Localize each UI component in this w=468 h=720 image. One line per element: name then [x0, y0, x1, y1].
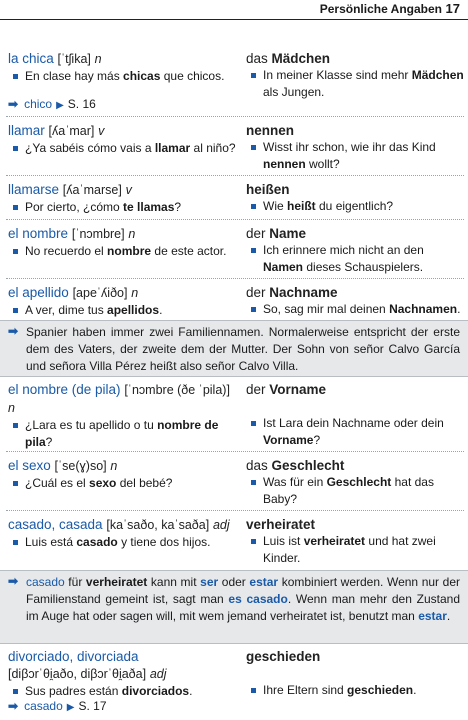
example-es: ¿Cuál es el sexo del bebé? [8, 475, 240, 492]
entry-translation: der Vorname [246, 382, 327, 397]
entry-translation: das Geschlecht [246, 458, 345, 473]
example-es: Sus padres están divorciados. [8, 683, 240, 700]
entry-headword: el nombre (de pila) [ˈnɔmbre (ðe ˈpila)] n [8, 382, 230, 415]
separator [6, 219, 464, 220]
entry-translation: geschieden [246, 649, 321, 664]
square-bullet-icon [251, 539, 256, 544]
entry-headword: llamar [ʎaˈmar] v [8, 123, 105, 138]
square-bullet-icon [251, 421, 256, 426]
example-de: Wisst ihr schon, wie ihr das Kind nennen wollt? [246, 139, 466, 173]
example-de: In meiner Klasse sind mehr Mädchen als Jungen. [246, 67, 466, 101]
entry-translation: nennen [246, 123, 295, 138]
example-es: No recuerdo el nombre de este actor. [8, 243, 240, 260]
entry-headword: llamarse [ʎaˈmarse] v [8, 182, 132, 197]
entry-translation: heißen [246, 182, 290, 197]
separator [6, 175, 464, 176]
entry-headword: el nombre [ˈnɔmbre] n [8, 226, 136, 241]
page-header [0, 0, 468, 22]
example-de: Luis ist verheiratet und hat zwei Kinder. [246, 533, 466, 567]
entry-translation: verheiratet [246, 517, 316, 532]
arrow-right-icon: ➡ [8, 574, 19, 588]
square-bullet-icon [251, 145, 256, 150]
separator [6, 510, 464, 511]
separator [6, 116, 464, 117]
arrow-right-icon: ➡ [8, 97, 19, 111]
square-bullet-icon [13, 423, 18, 428]
square-bullet-icon [13, 689, 18, 694]
header-rule [0, 19, 468, 20]
cross-reference[interactable]: ➡ casado ▶ S. 17 [8, 699, 107, 713]
square-bullet-icon [13, 540, 18, 545]
square-bullet-icon [13, 205, 18, 210]
cross-reference[interactable]: ➡ chico ▶ S. 16 [8, 97, 96, 111]
example-es: Por cierto, ¿cómo te llamas? [8, 199, 240, 216]
example-de: Wie heißt du eigentlich? [246, 198, 466, 215]
triangle-right-icon: ▶ [66, 702, 75, 713]
example-es: A ver, dime tus apellidos. [8, 302, 240, 319]
example-es: En clase hay más chicas que chicos. [8, 68, 240, 85]
note-text: casado für verheiratet kann mit ser oder estar kombiniert werden. Wenn nur der Familienstand gemeint ist, sagt man es casado. Wenn man mehr den Zustand im Auge hat oder sagen will, mit wem jemand verheiratet ist, benutzt man estar. [26, 575, 460, 623]
square-bullet-icon [13, 249, 18, 254]
triangle-right-icon: ▶ [56, 100, 64, 111]
info-note [0, 570, 468, 644]
entry-headword: divorciado, divorciada [diβɔrˈθi̯aðo, diβɔrˈθi̯aða] adj [8, 649, 167, 681]
entry-headword: el apellido [apeˈʎiðo] n [8, 285, 139, 300]
page-number: 17 [445, 1, 460, 16]
entry-translation: der Nachname [246, 285, 338, 300]
example-de: Ihre Eltern sind geschieden. [246, 682, 466, 699]
square-bullet-icon [251, 204, 256, 209]
example-de: So, sag mir mal deinen Nachnamen. [246, 301, 466, 318]
square-bullet-icon [251, 248, 256, 253]
square-bullet-icon [251, 307, 256, 312]
arrow-right-icon: ➡ [8, 699, 19, 713]
entry-translation: der Name [246, 226, 307, 241]
example-es: Luis está casado y tiene dos hijos. [8, 534, 240, 551]
square-bullet-icon [13, 146, 18, 151]
entry-headword: casado, casada [kaˈsaðo, kaˈsaða] adj [8, 517, 230, 532]
square-bullet-icon [13, 481, 18, 486]
separator [6, 278, 464, 279]
entry-headword: el sexo [ˈse(ɣ)so] n [8, 458, 118, 473]
square-bullet-icon [13, 74, 18, 79]
square-bullet-icon [251, 480, 256, 485]
example-es: ¿Ya sabéis cómo vais a llamar al niño? [8, 140, 240, 157]
square-bullet-icon [251, 73, 256, 78]
example-es: ¿Lara es tu apellido o tu nombre de pila? [8, 417, 240, 451]
info-note [0, 320, 468, 377]
section-title: Persönliche Angaben [319, 2, 442, 16]
note-text: Spanier haben immer zwei Familiennamen. Normalerweise entspricht der erste dem des Vaters, der zweite dem der Mutter. Der Sohn von señor Calvo García und señora Villa Pérez heißt also señor Calvo Villa. [26, 325, 460, 373]
entry-translation: das Mädchen [246, 51, 331, 66]
entry-headword: la chica [ˈtʃika] n [8, 51, 102, 66]
example-de: Ist Lara dein Nachname oder dein Vorname? [246, 415, 466, 449]
square-bullet-icon [13, 308, 18, 313]
example-de: Ich erinnere mich nicht an den Namen dieses Schauspielers. [246, 242, 466, 276]
arrow-right-icon: ➡ [8, 324, 19, 338]
separator [6, 451, 464, 452]
square-bullet-icon [251, 688, 256, 693]
example-de: Was für ein Geschlecht hat das Baby? [246, 474, 466, 508]
